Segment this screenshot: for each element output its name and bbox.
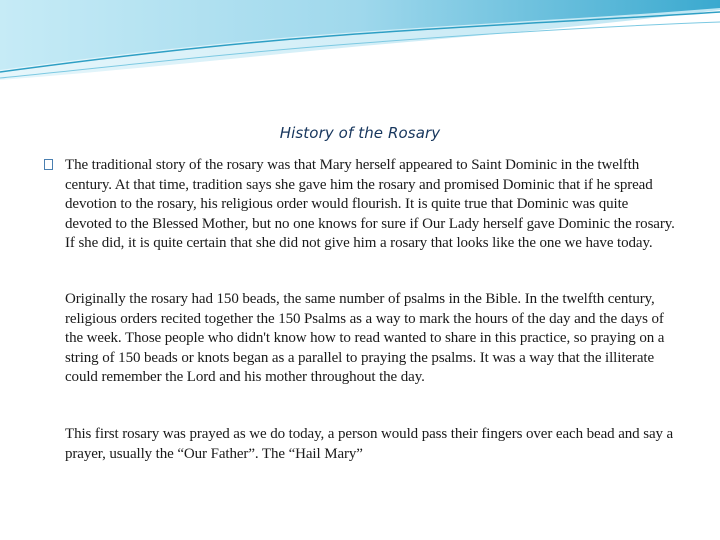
- paragraph-2: Originally the rosary had 150 beads, the same number of psalms in the Bible. In the twelfth century, religious orders recited together the 150 Psalms as a way to mark the hours of the day and the days of the week. Those people who didn't know how to read wanted to share in this practice, so praying on a string of 150 beads or knots began as a parallel to praying the psalms. It was a way that the illiterate could remember the Lord and his mother throughout the day.: [65, 291, 665, 385]
- paragraph-1: The traditional story of the rosary was that Mary herself appeared to Saint Dominic in the twelfth century. At that time, tradition says she gave him the rosary and promised Dominic that if he spread devotion to the rosary, his religious order would flourish. It is quite true that Dominic was quite devoted to the Blessed Mother, but no one knows for sure if Our Lady herself gave Dominic the rosary. If she did, it is quite certain that she did not give him a rosary that looks like the one we have today.: [65, 157, 675, 251]
- header-wave-decoration: [0, 0, 720, 90]
- square-bullet-icon: [44, 159, 53, 170]
- slide-title: History of the Rosary: [279, 124, 441, 142]
- paragraph-3: This first rosary was prayed as we do today, a person would pass their fingers over each bead and say a prayer, usually the “Our Father”. The “Hail Mary”: [65, 426, 674, 462]
